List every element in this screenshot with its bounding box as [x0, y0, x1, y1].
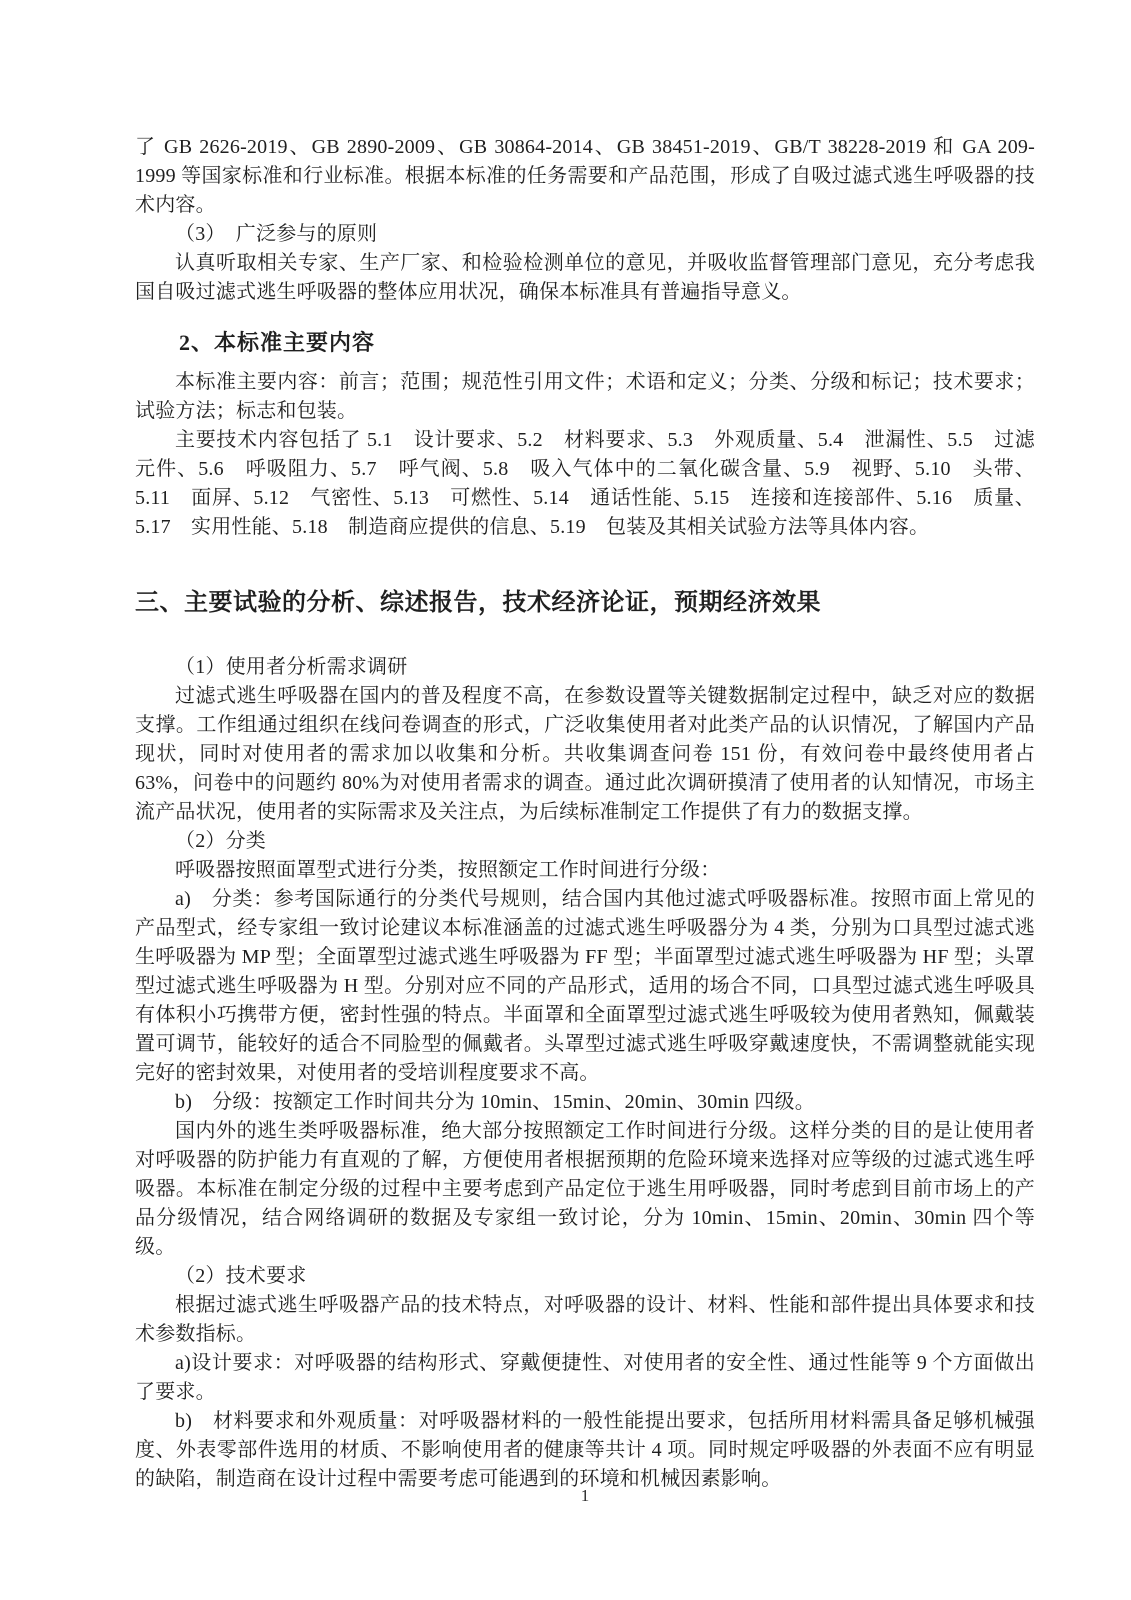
paragraph-continuation: 了 GB 2626-2019、GB 2890-2009、GB 30864-2014、GB 38451-2019、GB/T 38228-2019 和 GA 209-1999 等国家标准和行业标准。根据本标准的任务需要和产品范围，形成了自吸过滤式逃生呼吸器的技术内容。 — [135, 136, 1035, 216]
section-heading-main-content: 2、本标准主要内容 — [179, 330, 376, 355]
list-item-3-principle: （3） 广泛参与的原则 — [175, 223, 378, 245]
paragraph: 过滤式逃生呼吸器在国内的普及程度不高，在参数设置等关键数据制定过程中，缺乏对应的数据支撑。工作组通过组织在线问卷调查的形式，广泛收集使用者对此类产品的认识情况，了解国内产品现状，同时对使用者的需求加以收集和分析。共收集调查问卷 151 份，有效问卷中最终使用者占 63%，问卷中的问题约 80%为对使用者需求的调查。通过此次调研摸清了使用者的认知情况，市场主流产品状况，使用者的实际需求及关注点，为后续标准制定工作提供了有力的数据支撑。 — [135, 685, 1035, 823]
paragraph: 呼吸器按照面罩型式进行分类，按照额定工作时间进行分级： — [175, 859, 721, 881]
list-item-1-survey: （1）使用者分析需求调研 — [175, 656, 408, 678]
paragraph: 认真听取相关专家、生产厂家、和检验检测单位的意见，并吸收监督管理部门意见，充分考虑我国自吸过滤式逃生呼吸器的整体应用状况，确保本标准具有普遍指导意义。 — [135, 252, 1035, 303]
page-number: 1 — [580, 1486, 590, 1505]
paragraph: 本标准主要内容：前言；范围；规范性引用文件；术语和定义；分类、分级和标记；技术要求；试验方法；标志和包装。 — [135, 371, 1035, 422]
paragraph: 主要技术内容包括了 5.1 设计要求、5.2 材料要求、5.3 外观质量、5.4 泄漏性、5.5 过滤元件、5.6 呼吸阻力、5.7 呼气阀、5.8 吸入气体中的二氧化碳含量、5.9 视野、5.10 头带、5.11 面屏、5.12 气密性、5.13 可燃性、5.14 通话性能、5.15 连接和连接部件、5.16 质量、5.17 实用性能、5.18 制造商应提供的信息、5.19 包装及其相关试验方法等具体内容。 — [135, 429, 1035, 538]
list-item-2-technical-requirements: （2）技术要求 — [175, 1265, 307, 1287]
paragraph: 国内外的逃生类呼吸器标准，绝大部分按照额定工作时间进行分级。这样分类的目的是让使用者对呼吸器的防护能力有直观的了解，方便使用者根据预期的危险环境来选择对应等级的过滤式逃生呼吸器。本标准在制定分级的过程中主要考虑到产品定位于逃生用呼吸器，同时考虑到目前市场上的产品分级情况，结合网络调研的数据及专家组一致讨论，分为 10min、15min、20min、30min 四个等级。 — [135, 1120, 1035, 1258]
paragraph-classification-a: a) 分类：参考国际通行的分类代号规则，结合国内其他过滤式呼吸器标准。按照市面上常见的产品型式，经专家组一致讨论建议本标准涵盖的过滤式逃生呼吸器分为 4 类，分别为口具型过滤式逃生呼吸器为 MP 型；全面罩型过滤式逃生呼吸器为 FF 型；半面罩型过滤式逃生呼吸器为 HF 型；头罩型过滤式逃生呼吸器为 H 型。分别对应不同的产品形式，适用的场合不同，口具型过滤式逃生呼吸具有体积小巧携带方便，密封性强的特点。半面罩和全面罩型过滤式逃生呼吸较为使用者熟知，佩戴装置可调节，能较好的适合不同脸型的佩戴者。头罩型过滤式逃生呼吸穿戴速度快，不需调整就能实现完好的密封效果，对使用者的受培训程度要求不高。 — [135, 888, 1035, 1084]
paragraph-material-b: b) 材料要求和外观质量：对呼吸器材料的一般性能提出要求，包括所用材料需具备足够机械强度、外表零部件选用的材质、不影响使用者的健康等共计 4 项。同时规定呼吸器的外表面不应有明显的缺陷，制造商在设计过程中需要考虑可能遇到的环境和机械因素影响。 — [135, 1410, 1035, 1490]
list-item-2-classification: （2）分类 — [175, 830, 266, 852]
paragraph: 根据过滤式逃生呼吸器产品的技术特点，对呼吸器的设计、材料、性能和部件提出具体要求和技术参数指标。 — [135, 1294, 1035, 1345]
paragraph-grading-b: b) 分级：按额定工作时间共分为 10min、15min、20min、30min 四级。 — [175, 1091, 815, 1113]
section-heading-analysis-report: 三、主要试验的分析、综述报告，技术经济论证，预期经济效果 — [135, 589, 821, 616]
paragraph-design-a: a)设计要求：对呼吸器的结构形式、穿戴便捷性、对使用者的安全性、通过性能等 9 个方面做出了要求。 — [135, 1352, 1035, 1403]
